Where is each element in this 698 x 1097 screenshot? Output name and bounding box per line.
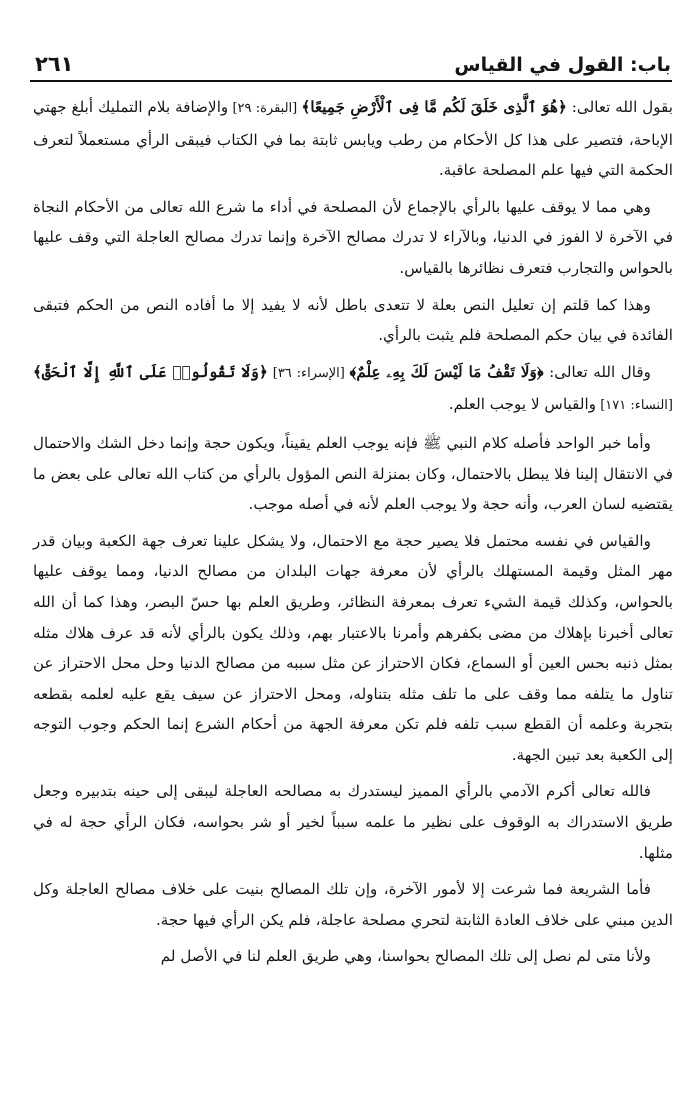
paragraph-9 [33, 941, 673, 972]
paragraph-text: فأما الشريعة فما شرعت إلا لأمور الآخرة، وإن تلك المصالح بنيت على خلاف مصالح العاجلة وكل الدين مبني على خلاف العادة الثابتة لتحري مصلحة عاجلة، فلم يكن الرأي فيها حجة. [33, 880, 673, 929]
paragraph-text: وهذا كما قلتم إن تعليل النص بعلة لا تتعدى باطل لأنه لا يفيد إلا ما أفاده النص من الحكم فتبقى الفائدة في بيان حكم المصلحة فلم يثبت بالرأي. [33, 295, 673, 345]
paragraph-text: والقياس في نفسه محتمل فلا يصير حجة مع الاحتمال، ولا يشكل علينا تعرف جهة الكعبة وبيان قدر مهر المثل وقيمة المستهلك بالرأي لأن معرفة جهات البلدان من مصالح الدنيا، ومما يوقف عليها بالحواس، وكذلك قيمة الشيء تعرف بمعرفة النظائر، وطريق العلم بها حسّ البصر، وهذا كما أن الله تعالى أخبرنا بإهلاك من مضى بكفرهم وأمرنا بالاعتبار بهم، وذلك يكون بالرأي لأنه قد عرف هلاك مثله بمثل ذنبه بحس العين أو السماع، فكان الاحتراز عن مثل سببه من مصالح الدنيا وحل محل الاحتراز عن تناول ما يتلفه مما وقف على ما تلف مثله بتناوله، ومحل الاحتراز عن سيف يقع عليه لعلمه بقطعه بتجربة وعلمه أن القطع سبب تلفه فلم تكن معرفة الجهة من أحكام الشرع إنما الحكم وجوب التوجه إلى الكعبة بعد تبين الجهة. [33, 531, 673, 764]
paragraph-1 [33, 92, 673, 186]
paragraph-6 [33, 526, 673, 771]
paragraph-2 [33, 192, 673, 284]
quran-verse: ﴿وَلَا تَقُولُوا۟ عَلَى ٱللَّهِ إِلَّا ٱلْحَقَّ﴾ [33, 362, 268, 381]
running-header [35, 52, 671, 76]
paragraph-text: والإضافة بلام التمليك أبلغ جهتي الإباحة، فتصير على هذا كل الأحكام من رطب ويابس ثابتة بما في الكتاب فيبقى الرأي مستعملاً لتعرف الحكمة التي فيها علم المصلحة عاقبة. [33, 98, 673, 180]
verse-reference: [البقرة: ٢٩] [228, 101, 302, 116]
paragraph-text: ولأنا متى لم نصل إلى تلك المصالح بحواسنا، وهي طريق العلم لنا في الأصل لم [160, 947, 651, 966]
page-number: ٢٦١ [35, 52, 74, 76]
paragraph-8 [33, 874, 673, 935]
paragraph-5 [33, 428, 673, 520]
text-body [33, 92, 673, 978]
paragraph-7 [33, 776, 673, 868]
header-rule [30, 80, 672, 82]
paragraph-3 [33, 290, 673, 351]
paragraph-text: والقياس لا يوجب العلم. [448, 395, 597, 414]
paragraph-4 [33, 357, 673, 422]
paragraph-text: فالله تعالى أكرم الآدمي بالرأي المميز ليستدرك به مصالحه العاجلة ليبقى إلى حينه بتدبيره وجعل طريق الاستدراك به الوقوف على نظير ما علمه سبباً لخير أو شر بحواسه، فكان الرأي حجة له في مثلها. [33, 782, 673, 862]
verse-reference: [الإسراء: ٣٦] [267, 365, 350, 381]
quran-verse: ﴿وَلَا تَقْفُ مَا لَيْسَ لَكَ بِهِۦ عِلْمٌ﴾ [349, 362, 544, 381]
paragraph-text: وأما خبر الواحد فأصله كلام النبي ﷺ فإنه يوجب العلم يقيناً، ويكون حجة وإنما دخل الشك والاحتمال في الانتقال إلينا فلا يبطل بالاحتمال، وكان بمنزلة النص المؤول بالرأي من كتاب الله تعالى على بعض ما يقتضيه لسان العرب، وأنه حجة ولا يوجب العلم لأنه في أصله موجب. [33, 433, 673, 514]
verse-reference: [النساء: ١٧١] [596, 398, 673, 414]
paragraph-lead: وقال الله تعالى: [543, 362, 651, 381]
quran-verse: ﴿هُوَ ٱلَّذِى خَلَقَ لَكُم مَّا فِى ٱلْأَرْضِ جَمِيعًا﴾ [301, 98, 567, 116]
paragraph-lead: بقول الله تعالى: [566, 98, 673, 116]
paragraph-text: وهي مما لا يوقف عليها بالرأي بالإجماع لأن المصلحة في أداء ما شرع الله تعالى من الأحكام النجاة في الآخرة لا الفوز في الدنيا، وبالآراء لا تدرك مصالح الآخرة وإنما تدرك مصالح العاجلة التي وقف عليها بالحواس والتجارب فتعرف نظائرها بالقياس. [33, 197, 673, 277]
chapter-title: باب: القول في القياس [454, 54, 671, 76]
